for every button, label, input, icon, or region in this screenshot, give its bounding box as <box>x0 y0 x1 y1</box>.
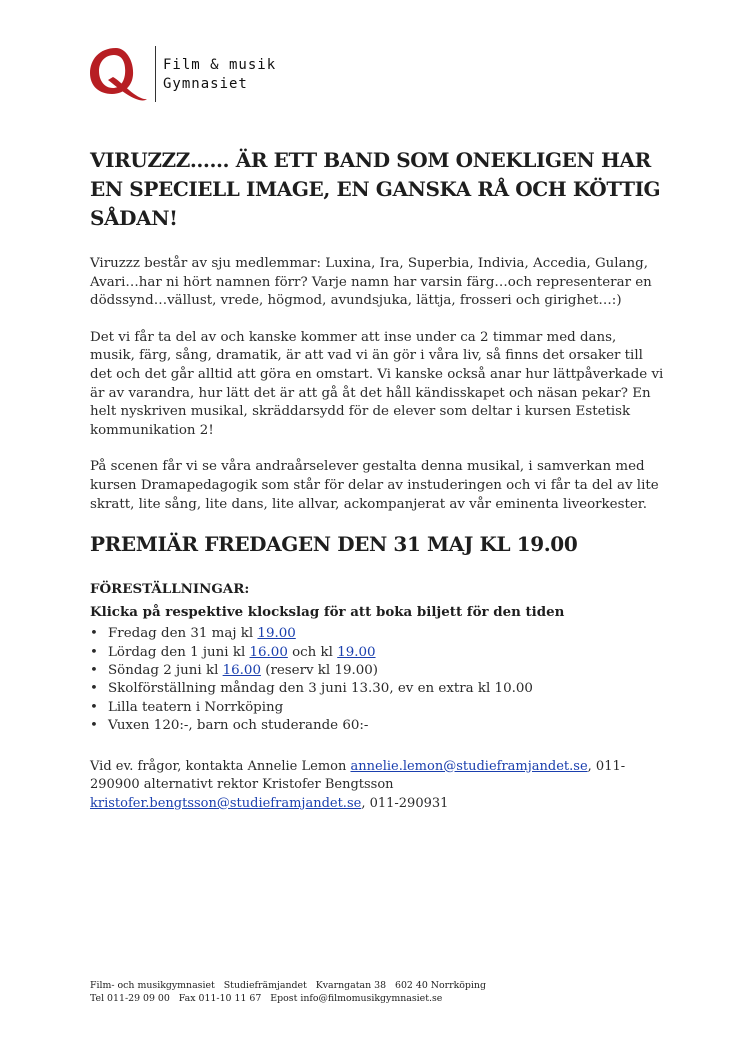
bullet-icon: • <box>90 718 98 734</box>
paragraph-stage: På scenen får vi se våra andraårselever gestalta denna musikal, i samverkan med kursen Dramapedagogik som står för delar av instuderingen och vi får ta del av lite skratt, lite sång, lite dans, lite allvar, ackompanjerat av vår eminenta liveorkester. <box>90 459 659 512</box>
footer-address: Film- och musikgymnasiet Studiefrämjandet Kvarngatan 38 602 40 Norrköping <box>90 980 486 991</box>
list-item-school <box>90 680 665 698</box>
friday-text: Fredag den 31 maj kl <box>108 626 258 642</box>
list-item-price <box>90 717 665 735</box>
list-item-sunday <box>90 662 665 680</box>
main-content <box>90 146 665 826</box>
contact-paragraph <box>90 758 665 814</box>
premiere-heading: PREMIÄR FREDAGEN DEN 31 MAJ KL 19.00 <box>90 532 578 557</box>
email-link-annelie[interactable]: annelie.lemon@studieframjandet.se <box>350 758 588 774</box>
list-item-saturday <box>90 644 665 662</box>
logo-line-1: Film & musik <box>163 57 277 73</box>
book-saturday-1900-link[interactable]: 19.00 <box>337 644 376 660</box>
email-link-kristofer[interactable]: kristofer.bengtsson@studieframjandet.se <box>90 795 362 811</box>
list-item-friday <box>90 625 665 643</box>
booking-instruction: Klicka på respektive klockslag för att boka biljett för den tiden <box>90 604 565 621</box>
footer-contact: Tel 011-29 09 00 Fax 011-10 11 67 Epost info@filmomusikgymnasiet.se <box>90 993 443 1004</box>
list-item-venue <box>90 699 665 717</box>
book-sunday-1600-link[interactable]: 16.00 <box>222 662 261 678</box>
contact-intro: Vid ev. frågor, kontakta Annelie Lemon <box>90 758 351 774</box>
bullet-icon: • <box>90 662 98 678</box>
q-logo-mark <box>86 44 148 104</box>
sunday-suffix: (reserv kl 19.00) <box>260 662 379 678</box>
book-saturday-1600-link[interactable]: 16.00 <box>249 644 288 660</box>
paragraph-theme: Det vi får ta del av och kanske kommer att inse under ca 2 timmar med dans, musik, färg, sång, dramatik, är att vad vi än gör i våra liv, så finns det orsaker till det och det går alltid att göra en omstart. Vi kanske också anar hur lättpåverkade vi är av varandra, hur lätt det är att gå åt det håll kändisskapet och näsan pekar? En helt nyskriven musikal, skräddarsydd för de elever som deltar i kursen Estetisk kommunikation 2! <box>90 329 664 438</box>
performance-list <box>90 625 665 735</box>
contact-end: , 011-290931 <box>361 795 449 811</box>
bullet-icon: • <box>90 681 98 697</box>
venue-text: Lilla teatern i Norrköping <box>108 699 284 715</box>
contact-mid: , 011-290900 alternativt rektor Kristofer Bengtsson <box>90 758 626 793</box>
bullet-icon: • <box>90 699 98 715</box>
footer <box>90 979 690 1005</box>
logo-wordmark <box>163 56 276 94</box>
price-text: Vuxen 120:-, barn och studerande 60:- <box>108 718 369 734</box>
book-friday-1900-link[interactable]: 19.00 <box>257 626 296 642</box>
logo-divider <box>155 46 156 102</box>
saturday-text: Lördag den 1 juni kl <box>108 644 250 660</box>
bullet-icon: • <box>90 644 98 660</box>
bullet-icon: • <box>90 626 98 642</box>
logo-line-2: Gymnasiet <box>163 76 248 92</box>
headline: VIRUZZZ…… ÄR ETT BAND SOM ONEKLIGEN HAR EN SPECIELL IMAGE, EN GANSKA RÅ OCH KÖTTIG SÅDAN! <box>90 148 661 230</box>
paragraph-members: Viruzzz består av sju medlemmar: Luxina, Ira, Superbia, Indivia, Accedia, Gulang, Avari…har ni hört namnen förr? Varje namn har varsin färg…och representerar en dödssynd…vällust, vrede, högmod, avundsjuka, lättja, frosseri och girighet…:) <box>90 256 652 309</box>
sunday-text: Söndag 2 juni kl <box>108 662 223 678</box>
performances-heading: FÖRESTÄLLNINGAR: <box>90 581 250 598</box>
school-performance-text: Skolförställning måndag den 3 juni 13.30, ev en extra kl 10.00 <box>108 681 533 697</box>
saturday-mid-text: och kl <box>287 644 338 660</box>
